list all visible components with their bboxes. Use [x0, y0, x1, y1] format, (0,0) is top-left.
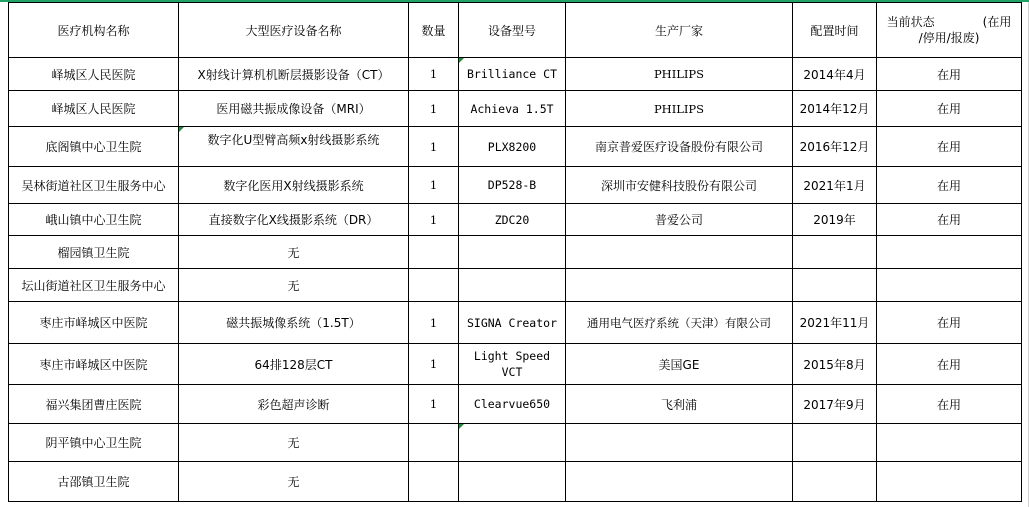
cell-quantity[interactable]: 1 [409, 302, 459, 344]
cell-institution[interactable]: 榴园镇卫生院 [9, 236, 179, 269]
cell-quantity[interactable] [409, 236, 459, 269]
cell-status[interactable]: 在用 [877, 204, 1022, 236]
header-manufacturer[interactable]: 生产厂家 [566, 3, 793, 58]
cell-equipment[interactable]: 数字化U型臂高频x射线摄影系统 [179, 127, 409, 167]
cell-equipment[interactable]: 磁共振城像系统（1.5T） [179, 302, 409, 344]
cell-model[interactable]: PLX8200 [459, 127, 566, 167]
table-row [9, 269, 1022, 302]
cell-institution[interactable]: 枣庄市峄城区中医院 [9, 344, 179, 385]
cell-equipment[interactable]: 无 [179, 236, 409, 269]
cell-config-time[interactable]: 2021年11月 [793, 302, 877, 344]
cell-quantity[interactable]: 1 [409, 344, 459, 385]
cell-config-time[interactable] [793, 236, 877, 269]
cell-config-time[interactable] [793, 269, 877, 302]
header-institution[interactable]: 医疗机构名称 [9, 3, 179, 58]
table-row [9, 344, 1022, 385]
cell-manufacturer[interactable] [566, 269, 793, 302]
cell-manufacturer[interactable]: PHILIPS [566, 58, 793, 91]
table-row [9, 167, 1022, 204]
cell-manufacturer[interactable]: 普爱公司 [566, 204, 793, 236]
cell-model[interactable]: Brilliance CT [459, 58, 566, 91]
cell-manufacturer[interactable] [566, 462, 793, 502]
table-row [9, 58, 1022, 91]
cell-model[interactable] [459, 344, 566, 385]
table-row [9, 302, 1022, 344]
cell-quantity[interactable] [409, 269, 459, 302]
cell-institution[interactable]: 阴平镇中心卫生院 [9, 424, 179, 462]
cell-equipment[interactable]: 直接数字化X线摄影系统（DR） [179, 204, 409, 236]
header-config-time[interactable]: 配置时间 [793, 3, 877, 58]
cell-manufacturer[interactable]: 飞利浦 [566, 385, 793, 424]
cell-status[interactable] [877, 424, 1022, 462]
cell-manufacturer[interactable]: 通用电气医疗系统（天津）有限公司 [566, 302, 793, 344]
cell-quantity[interactable]: 1 [409, 91, 459, 127]
cell-quantity[interactable]: 1 [409, 58, 459, 91]
cell-quantity[interactable] [409, 424, 459, 462]
cell-quantity[interactable]: 1 [409, 204, 459, 236]
table-row [9, 204, 1022, 236]
cell-config-time[interactable]: 2014年12月 [793, 91, 877, 127]
cell-model-line1: Light Speed [473, 349, 551, 363]
cell-institution[interactable]: 峄城区人民医院 [9, 91, 179, 127]
cell-status[interactable]: 在用 [877, 385, 1022, 424]
cell-model[interactable]: Achieva 1.5T [459, 91, 566, 127]
cell-institution[interactable]: 坛山街道社区卫生服务中心 [9, 269, 179, 302]
header-quantity[interactable]: 数量 [409, 3, 459, 58]
header-status-line2: /停用/报废) [918, 31, 980, 45]
cell-manufacturer[interactable]: 美国GE [566, 344, 793, 385]
cell-model[interactable]: ZDC20 [459, 204, 566, 236]
header-row [9, 3, 1022, 58]
cell-status[interactable]: 在用 [877, 344, 1022, 385]
cell-equipment[interactable]: 彩色超声诊断 [179, 385, 409, 424]
cell-model[interactable] [459, 462, 566, 502]
table-row [9, 236, 1022, 269]
cell-equipment[interactable]: 无 [179, 269, 409, 302]
table-row [9, 462, 1022, 502]
cell-status[interactable] [877, 269, 1022, 302]
cell-model[interactable] [459, 269, 566, 302]
cell-quantity[interactable]: 1 [409, 127, 459, 167]
cell-institution[interactable]: 峨山镇中心卫生院 [9, 204, 179, 236]
cell-quantity[interactable]: 1 [409, 385, 459, 424]
header-status[interactable] [877, 3, 1022, 58]
cell-model[interactable]: DP528-B [459, 167, 566, 204]
cell-manufacturer[interactable]: PHILIPS [566, 91, 793, 127]
table-row [9, 385, 1022, 424]
table-row [9, 127, 1022, 167]
cell-manufacturer[interactable]: 南京普爱医疗设备股份有限公司 [566, 127, 793, 167]
cell-status[interactable] [877, 236, 1022, 269]
cell-status[interactable]: 在用 [877, 127, 1022, 167]
table-row [9, 424, 1022, 462]
cell-config-time[interactable]: 2016年12月 [793, 127, 877, 167]
cell-config-time[interactable]: 2019年 [793, 204, 877, 236]
header-model[interactable]: 设备型号 [459, 3, 566, 58]
cell-model[interactable] [459, 424, 566, 462]
cell-config-time[interactable]: 2017年9月 [793, 385, 877, 424]
cell-institution[interactable]: 峄城区人民医院 [9, 58, 179, 91]
cell-institution[interactable]: 底阁镇中心卫生院 [9, 127, 179, 167]
cell-status[interactable]: 在用 [877, 91, 1022, 127]
cell-config-time[interactable] [793, 424, 877, 462]
table-row [9, 91, 1022, 127]
cell-config-time[interactable] [793, 462, 877, 502]
cell-institution[interactable]: 枣庄市峄城区中医院 [9, 302, 179, 344]
cell-status[interactable]: 在用 [877, 58, 1022, 91]
cell-equipment[interactable]: X射线计算机机断层摄影设备（CT） [179, 58, 409, 91]
equipment-table [8, 2, 1022, 502]
cell-config-time[interactable]: 2021年1月 [793, 167, 877, 204]
header-equipment[interactable]: 大型医疗设备名称 [179, 3, 409, 58]
cell-equipment[interactable]: 无 [179, 462, 409, 502]
cell-status[interactable] [877, 462, 1022, 502]
cell-status[interactable]: 在用 [877, 302, 1022, 344]
cell-institution[interactable]: 吴林街道社区卫生服务中心 [9, 167, 179, 204]
cell-model[interactable]: SIGNA Creator [459, 302, 566, 344]
cell-manufacturer[interactable] [566, 236, 793, 269]
cell-quantity[interactable]: 1 [409, 167, 459, 204]
cell-institution[interactable]: 福兴集团曹庄医院 [9, 385, 179, 424]
cell-equipment[interactable]: 无 [179, 424, 409, 462]
cell-model-line2: VCT [501, 365, 523, 379]
cell-equipment[interactable]: 数字化医用X射线摄影系统 [179, 167, 409, 204]
cell-config-time[interactable]: 2014年4月 [793, 58, 877, 91]
cell-model[interactable] [459, 236, 566, 269]
cell-manufacturer[interactable]: 深圳市安健科技股份有限公司 [566, 167, 793, 204]
cell-quantity[interactable] [409, 462, 459, 502]
cell-model[interactable]: Clearvue650 [459, 385, 566, 424]
cell-manufacturer[interactable] [566, 424, 793, 462]
cell-equipment[interactable]: 医用磁共振成像设备（MRI） [179, 91, 409, 127]
cell-status[interactable]: 在用 [877, 167, 1022, 204]
header-status-line1: 当前状态 (在用 [886, 15, 1012, 29]
cell-config-time[interactable]: 2015年8月 [793, 344, 877, 385]
cell-institution[interactable]: 古邵镇卫生院 [9, 462, 179, 502]
cell-equipment[interactable]: 64排128层CT [179, 344, 409, 385]
